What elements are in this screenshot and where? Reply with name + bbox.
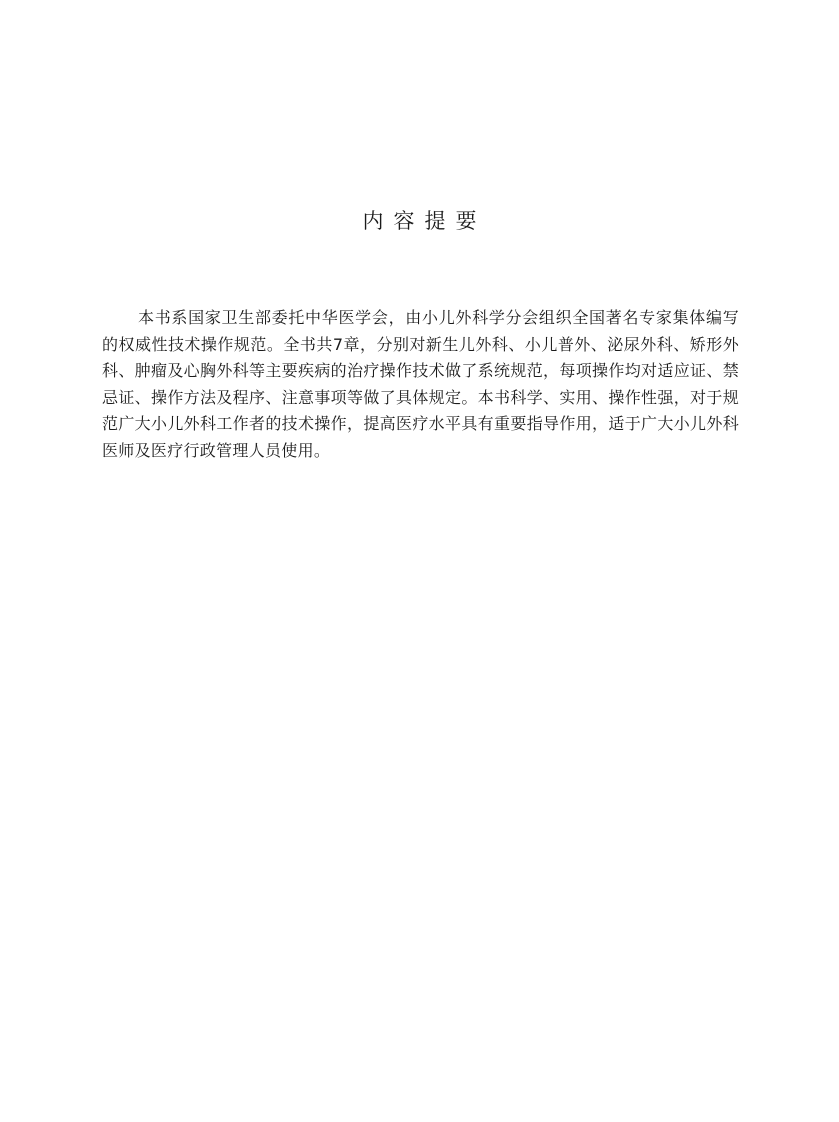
page-title: 内容提要 bbox=[362, 209, 487, 233]
summary-paragraph: 本书系国家卫生部委托中华医学会，由小儿外科学分会组织全国著名专家集体编写的权威性技术操作规范。全书共7章，分别对新生儿外科、小儿普外、泌尿外科、矫形外科、肿瘤及心胸外科等主要疾病的治疗操作技术做了系统规范，每项操作均对适应证、禁忌证、操作方法及程序、注意事项等做了具体规定。本书科学、实用、操作性强，对于规范广大小儿外科工作者的技术操作，提高医疗水平具有重要指导作用，适于广大小儿外科医师及医疗行政管理人员使用。 bbox=[102, 308, 739, 460]
